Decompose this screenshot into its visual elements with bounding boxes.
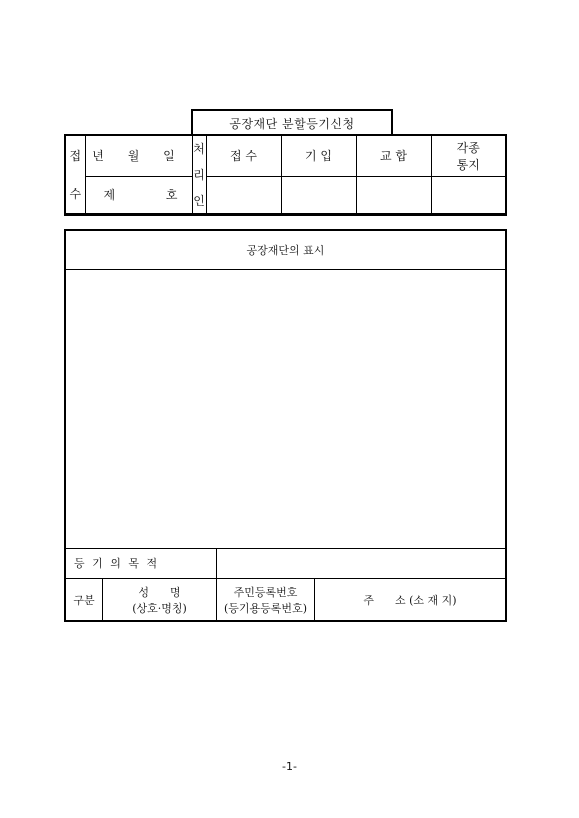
form-title: 공장재단 분할등기신청 — [191, 109, 393, 135]
property-description-area[interactable] — [66, 270, 505, 548]
receipt-side-label: 접 수 — [65, 135, 85, 215]
receipt-table — [64, 134, 507, 216]
col-notice: 각종 통지 — [431, 135, 506, 176]
receipt-number-label: 제 호 — [85, 176, 192, 214]
col-gubun: 구분 — [73, 594, 95, 607]
col-check: 교 합 — [356, 135, 431, 176]
section-title: 공장재단의 표시 — [246, 244, 325, 257]
purpose-label: 등 기 의 목 적 — [74, 557, 160, 570]
entry-field[interactable] — [281, 176, 356, 214]
page-number: -1- — [282, 760, 297, 773]
handler-label: 처 리 인 — [192, 135, 206, 215]
receipt-field[interactable] — [206, 176, 281, 214]
main-form — [64, 229, 507, 622]
purpose-field[interactable] — [217, 549, 505, 577]
col-id-number: 주민등록번호 (등기용등록번호) — [224, 586, 307, 615]
notice-field[interactable] — [431, 176, 506, 214]
col-address: 주 소 (소 재 지) — [363, 594, 457, 607]
col-receipt: 접 수 — [206, 135, 281, 176]
check-field[interactable] — [356, 176, 431, 214]
col-name: 성 명 (상호·명칭) — [132, 586, 187, 615]
col-entry: 기 입 — [281, 135, 356, 176]
receipt-date-label: 년 월 일 — [85, 135, 192, 176]
